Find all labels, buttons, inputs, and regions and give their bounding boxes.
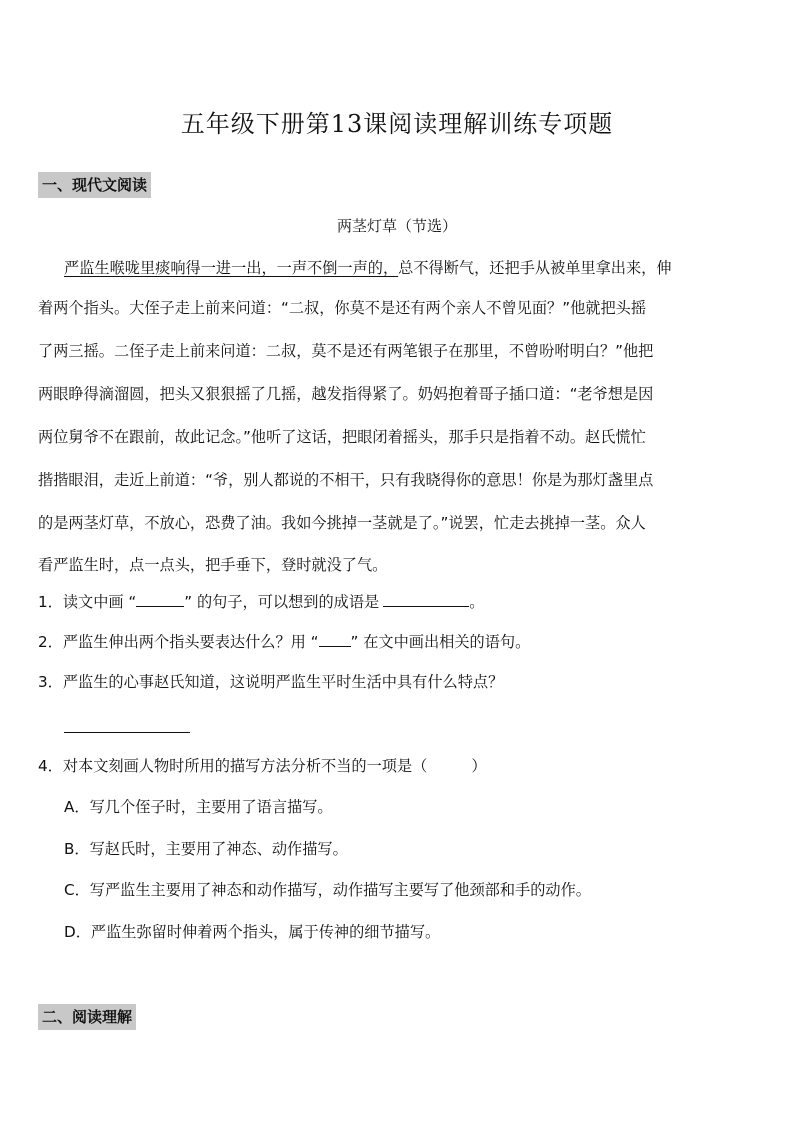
passage-line-4: 两眼睁得滴溜圆，把头又狠狠摇了几摇，越发指得紧了。奶妈抱着哥子插口道：“老爷想是因 <box>38 385 654 403</box>
question-3: 3．严监生的心事赵氏知道，这说明严监生平时生活中具有什么特点？ <box>38 673 504 691</box>
passage-line-2: 着两个指头。大侄子走上前来问道：“二叔，你莫不是还有两个亲人不曾见面？”他就把头摇 <box>38 299 647 317</box>
q4-option-d[interactable]: D．严监生弥留时伸着两个指头，属于传神的细节描写。 <box>64 923 441 941</box>
question-4: 4．对本文刻画人物时所用的描写方法分析不当的一项是（ ） <box>38 757 487 775</box>
q3-answer-line[interactable] <box>64 732 190 733</box>
passage-line-8: 看严监生时，点一点头，把手垂下，登时就没了气。 <box>38 556 388 574</box>
q4-option-c[interactable]: C．写严监生主要用了神态和动作描写，动作描写主要写了他颈部和手的动作。 <box>64 881 591 899</box>
underlined-sentence: 严监生喉咙里痰响得一进一出，一声不倒一声的， <box>64 259 399 277</box>
passage-line-6: 揩揩眼泪，走近上前道：“爷，别人都说的不相干，只有我晓得你的意思！你是为那灯盏里点 <box>38 471 654 489</box>
q4-option-b[interactable]: B．写赵氏时，主要用了神态、动作描写。 <box>64 840 348 858</box>
q1-answer-blank[interactable] <box>383 592 469 607</box>
q2-mark-blank[interactable] <box>319 632 351 647</box>
passage-line-5: 两位舅爷不在跟前，故此记念。”他听了这话，把眼闭着摇头，那手只是指着不动。赵氏慌忙 <box>38 428 646 446</box>
q1-mark-blank[interactable] <box>136 592 184 607</box>
passage-title: 两茎灯草（节选） <box>336 217 457 235</box>
section-heading-modern-reading: 一、现代文阅读 <box>38 172 151 198</box>
passage-line-1-rest: 总不得断气，还把手从被单里拿出来，伸 <box>398 259 672 277</box>
question-2: 2．严监生伸出两个指头要表达什么？用 “ ” 在文中画出相关的语句。 <box>38 633 531 651</box>
passage-line-3: 了两三摇。二侄子走上前来问道：二叔，莫不是还有两笔银子在那里，不曾吩咐明白？”他把 <box>38 342 654 360</box>
passage-line-1 <box>64 258 672 278</box>
q4-option-a[interactable]: A．写几个侄子时，主要用了语言描写。 <box>64 798 333 816</box>
section-heading-reading-comprehension: 二、阅读理解 <box>38 1004 136 1030</box>
question-1: 1．读文中画 “ ” 的句子，可以想到的成语是 。 <box>38 593 485 611</box>
page-title: 五年级下册第13课阅读理解训练专项题 <box>180 110 614 138</box>
passage-line-7: 的是两茎灯草，不放心，恐费了油。我如今挑掉一茎就是了。”说罢，忙走去挑掉一茎。众人 <box>38 514 646 532</box>
